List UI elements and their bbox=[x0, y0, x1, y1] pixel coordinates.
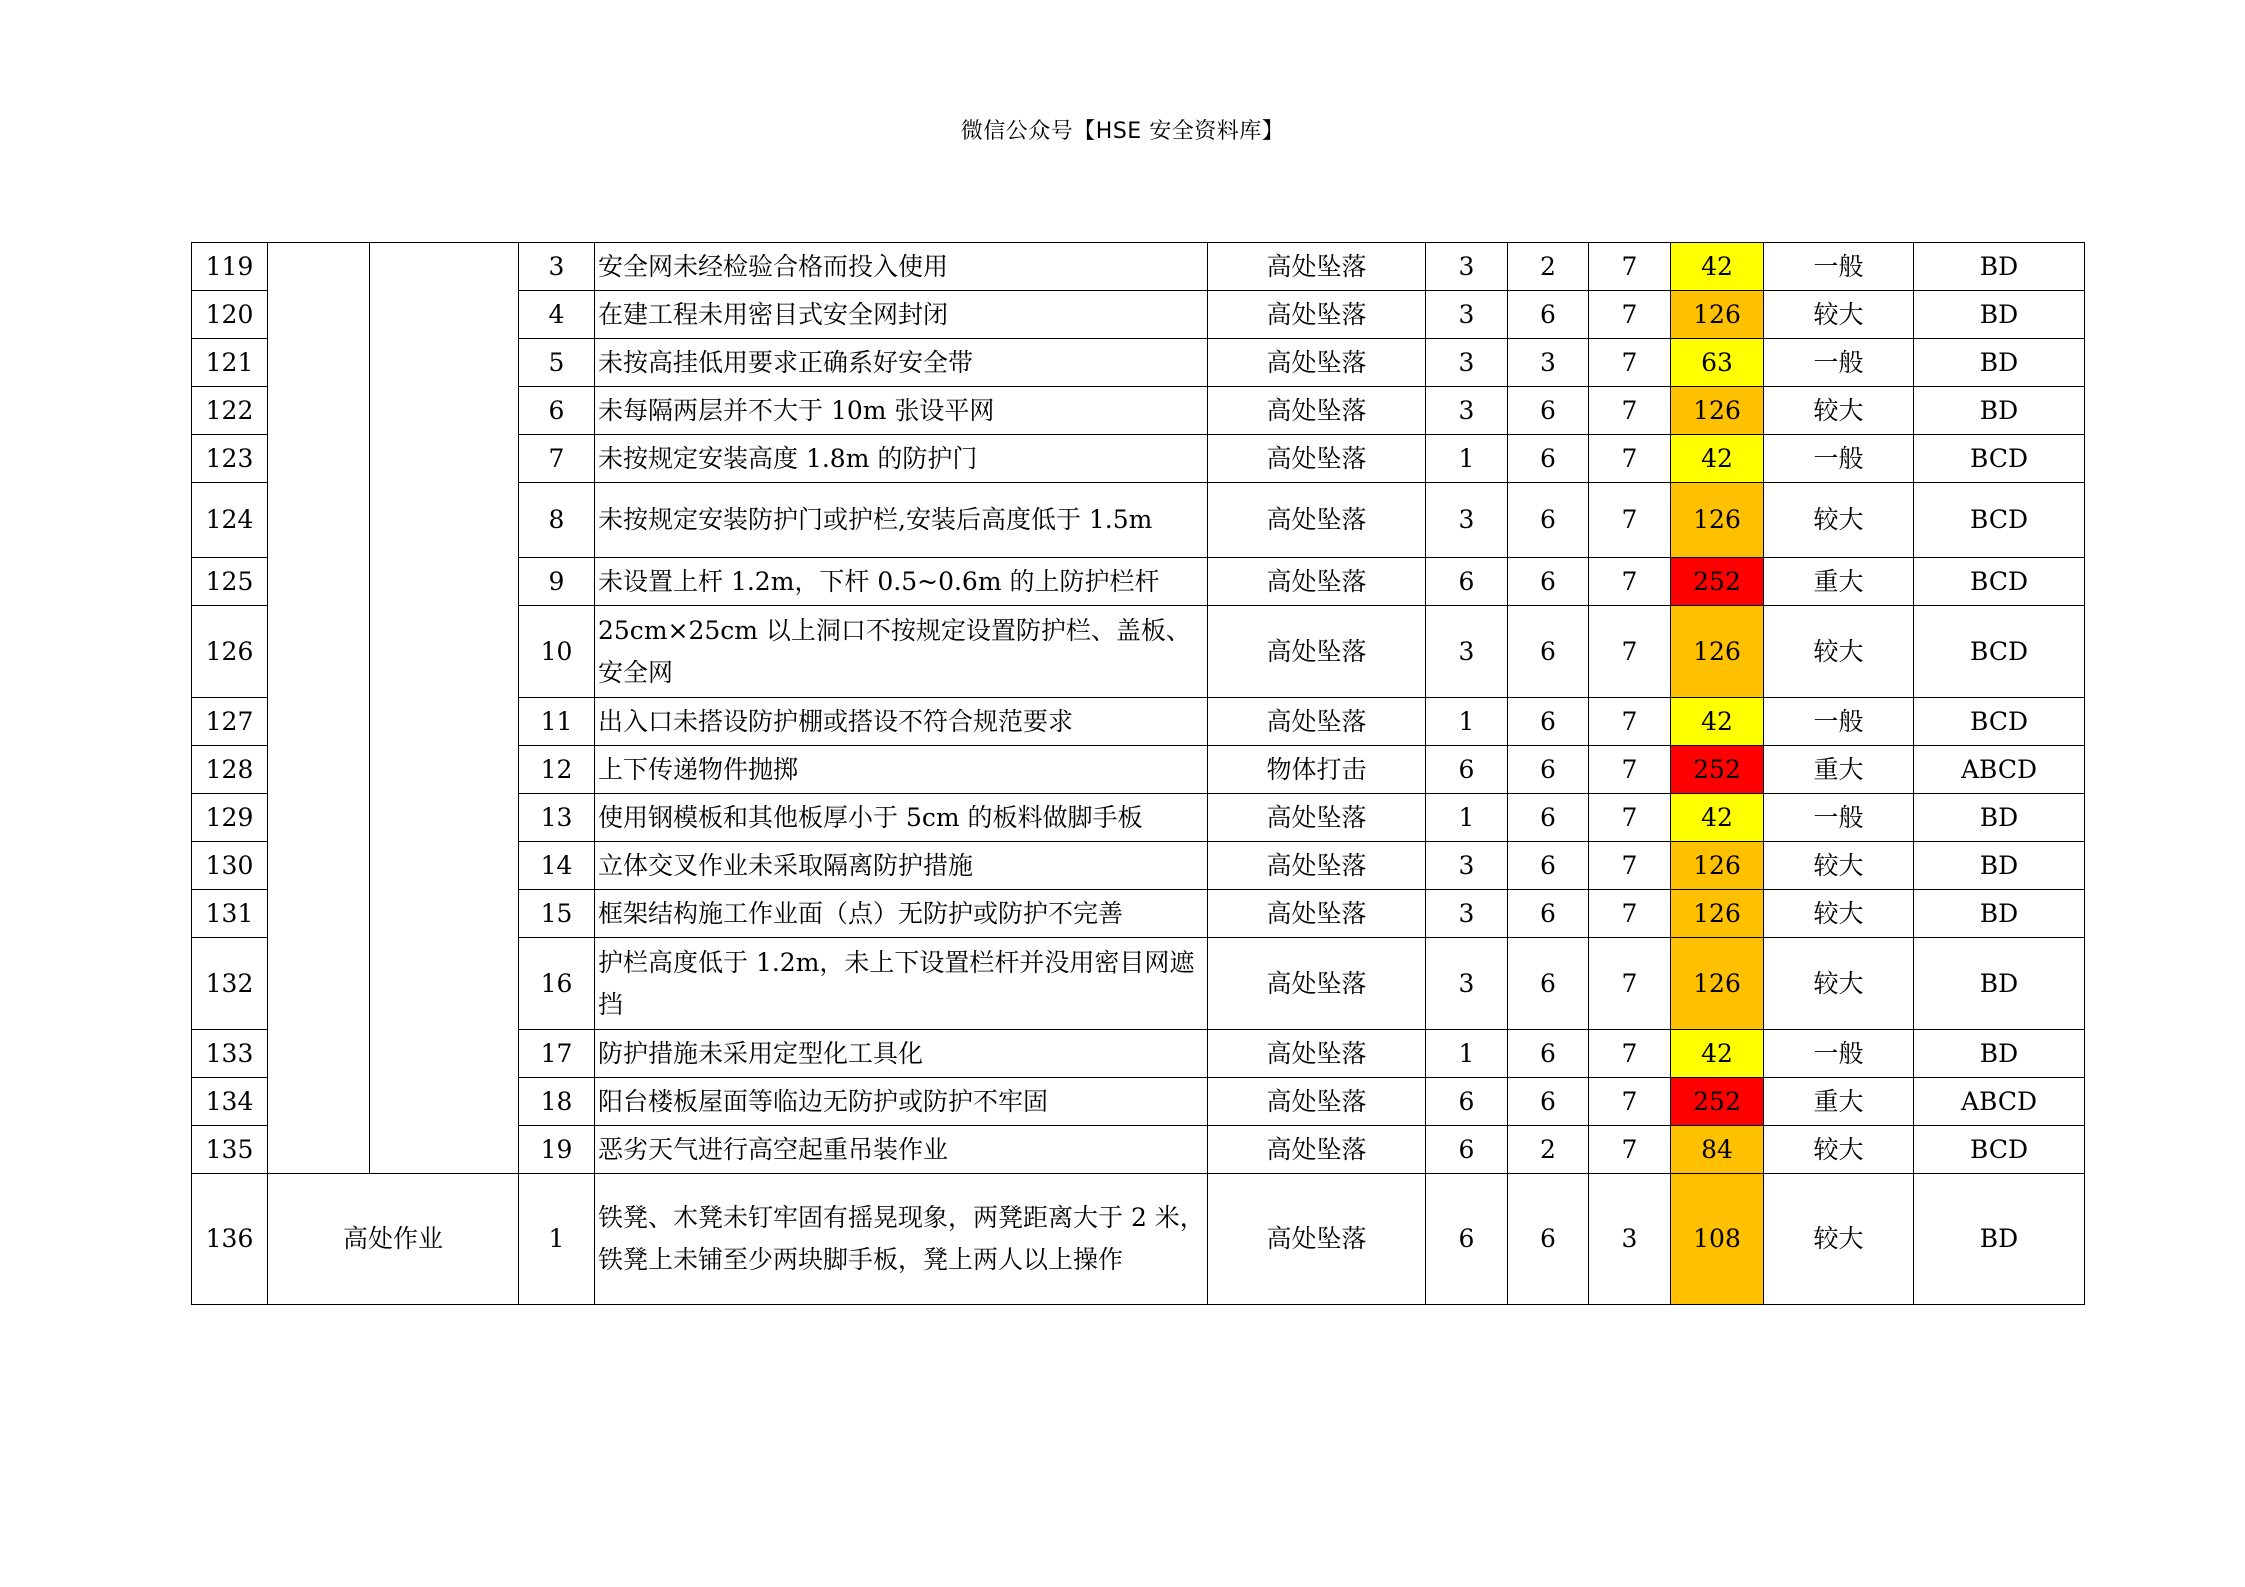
c-value-cell: 3 bbox=[1589, 1174, 1671, 1305]
risk-level-cell: 一般 bbox=[1764, 435, 1914, 483]
d-value-cell: 42 bbox=[1671, 794, 1764, 842]
e-value-cell: 6 bbox=[1508, 483, 1589, 558]
hazard-description-cell: 护栏高度低于 1.2m，未上下设置栏杆并没用密目网遮挡 bbox=[595, 938, 1208, 1030]
e-value-cell: 2 bbox=[1508, 1126, 1589, 1174]
e-value-cell: 6 bbox=[1508, 1174, 1589, 1305]
subcategory-cell bbox=[370, 243, 519, 1174]
hazard-description-cell: 立体交叉作业未采取隔离防护措施 bbox=[595, 842, 1208, 890]
item-seq-cell: 14 bbox=[519, 842, 595, 890]
control-measure-cell: BD bbox=[1914, 890, 2085, 938]
risk-level-cell: 重大 bbox=[1764, 1078, 1914, 1126]
risk-level-cell: 较大 bbox=[1764, 1174, 1914, 1305]
l-value-cell: 3 bbox=[1426, 339, 1508, 387]
item-seq-cell: 5 bbox=[519, 339, 595, 387]
e-value-cell: 6 bbox=[1508, 698, 1589, 746]
c-value-cell: 7 bbox=[1589, 387, 1671, 435]
control-measure-cell: BD bbox=[1914, 243, 2085, 291]
risk-level-cell: 一般 bbox=[1764, 1030, 1914, 1078]
hazard-description-cell: 未每隔两层并不大于 10m 张设平网 bbox=[595, 387, 1208, 435]
d-value-cell: 42 bbox=[1671, 1030, 1764, 1078]
control-measure-cell: BD bbox=[1914, 291, 2085, 339]
row-number-cell: 135 bbox=[192, 1126, 268, 1174]
l-value-cell: 6 bbox=[1426, 1078, 1508, 1126]
risk-level-cell: 重大 bbox=[1764, 558, 1914, 606]
risk-level-cell: 较大 bbox=[1764, 842, 1914, 890]
control-measure-cell: ABCD bbox=[1914, 746, 2085, 794]
risk-level-cell: 较大 bbox=[1764, 890, 1914, 938]
d-value-cell: 42 bbox=[1671, 243, 1764, 291]
table-row bbox=[192, 243, 2085, 291]
c-value-cell: 7 bbox=[1589, 558, 1671, 606]
item-seq-cell: 8 bbox=[519, 483, 595, 558]
risk-level-cell: 较大 bbox=[1764, 291, 1914, 339]
e-value-cell: 6 bbox=[1508, 387, 1589, 435]
accident-type-cell: 高处坠落 bbox=[1208, 1174, 1426, 1305]
e-value-cell: 6 bbox=[1508, 890, 1589, 938]
d-value-cell: 252 bbox=[1671, 558, 1764, 606]
d-value-cell: 63 bbox=[1671, 339, 1764, 387]
l-value-cell: 3 bbox=[1426, 938, 1508, 1030]
l-value-cell: 6 bbox=[1426, 558, 1508, 606]
control-measure-cell: BD bbox=[1914, 387, 2085, 435]
l-value-cell: 1 bbox=[1426, 794, 1508, 842]
e-value-cell: 6 bbox=[1508, 606, 1589, 698]
c-value-cell: 7 bbox=[1589, 842, 1671, 890]
risk-level-cell: 较大 bbox=[1764, 606, 1914, 698]
table-row bbox=[192, 1174, 2085, 1305]
e-value-cell: 6 bbox=[1508, 291, 1589, 339]
item-seq-cell: 6 bbox=[519, 387, 595, 435]
l-value-cell: 6 bbox=[1426, 746, 1508, 794]
accident-type-cell: 高处坠落 bbox=[1208, 842, 1426, 890]
item-seq-cell: 1 bbox=[519, 1174, 595, 1305]
c-value-cell: 7 bbox=[1589, 794, 1671, 842]
control-measure-cell: BD bbox=[1914, 938, 2085, 1030]
d-value-cell: 108 bbox=[1671, 1174, 1764, 1305]
risk-level-cell: 较大 bbox=[1764, 938, 1914, 1030]
hazard-description-cell: 上下传递物件抛掷 bbox=[595, 746, 1208, 794]
d-value-cell: 126 bbox=[1671, 842, 1764, 890]
c-value-cell: 7 bbox=[1589, 1030, 1671, 1078]
l-value-cell: 3 bbox=[1426, 842, 1508, 890]
row-number-cell: 124 bbox=[192, 483, 268, 558]
accident-type-cell: 高处坠落 bbox=[1208, 794, 1426, 842]
risk-level-cell: 一般 bbox=[1764, 698, 1914, 746]
l-value-cell: 6 bbox=[1426, 1126, 1508, 1174]
d-value-cell: 126 bbox=[1671, 606, 1764, 698]
l-value-cell: 1 bbox=[1426, 698, 1508, 746]
e-value-cell: 6 bbox=[1508, 1030, 1589, 1078]
l-value-cell: 3 bbox=[1426, 606, 1508, 698]
c-value-cell: 7 bbox=[1589, 890, 1671, 938]
accident-type-cell: 高处坠落 bbox=[1208, 890, 1426, 938]
risk-level-cell: 一般 bbox=[1764, 794, 1914, 842]
d-value-cell: 126 bbox=[1671, 387, 1764, 435]
accident-type-cell: 高处坠落 bbox=[1208, 698, 1426, 746]
c-value-cell: 7 bbox=[1589, 291, 1671, 339]
risk-level-cell: 较大 bbox=[1764, 483, 1914, 558]
accident-type-cell: 高处坠落 bbox=[1208, 1078, 1426, 1126]
row-number-cell: 128 bbox=[192, 746, 268, 794]
e-value-cell: 2 bbox=[1508, 243, 1589, 291]
e-value-cell: 6 bbox=[1508, 435, 1589, 483]
accident-type-cell: 高处坠落 bbox=[1208, 483, 1426, 558]
item-seq-cell: 16 bbox=[519, 938, 595, 1030]
e-value-cell: 6 bbox=[1508, 1078, 1589, 1126]
hazard-description-cell: 未按高挂低用要求正确系好安全带 bbox=[595, 339, 1208, 387]
e-value-cell: 6 bbox=[1508, 794, 1589, 842]
c-value-cell: 7 bbox=[1589, 1078, 1671, 1126]
l-value-cell: 1 bbox=[1426, 435, 1508, 483]
item-seq-cell: 4 bbox=[519, 291, 595, 339]
hazard-description-cell: 在建工程未用密目式安全网封闭 bbox=[595, 291, 1208, 339]
item-seq-cell: 17 bbox=[519, 1030, 595, 1078]
l-value-cell: 1 bbox=[1426, 1030, 1508, 1078]
c-value-cell: 7 bbox=[1589, 243, 1671, 291]
item-seq-cell: 7 bbox=[519, 435, 595, 483]
control-measure-cell: BD bbox=[1914, 1030, 2085, 1078]
accident-type-cell: 高处坠落 bbox=[1208, 243, 1426, 291]
item-seq-cell: 18 bbox=[519, 1078, 595, 1126]
d-value-cell: 126 bbox=[1671, 483, 1764, 558]
accident-type-cell: 高处坠落 bbox=[1208, 1126, 1426, 1174]
l-value-cell: 3 bbox=[1426, 890, 1508, 938]
e-value-cell: 6 bbox=[1508, 558, 1589, 606]
table-body bbox=[192, 243, 2085, 1305]
hazard-description-cell: 未按规定安装防护门或护栏,安装后高度低于 1.5m bbox=[595, 483, 1208, 558]
hazard-description-cell: 出入口未搭设防护棚或搭设不符合规范要求 bbox=[595, 698, 1208, 746]
accident-type-cell: 物体打击 bbox=[1208, 746, 1426, 794]
item-seq-cell: 11 bbox=[519, 698, 595, 746]
l-value-cell: 3 bbox=[1426, 483, 1508, 558]
c-value-cell: 7 bbox=[1589, 339, 1671, 387]
control-measure-cell: BCD bbox=[1914, 483, 2085, 558]
l-value-cell: 6 bbox=[1426, 1174, 1508, 1305]
e-value-cell: 6 bbox=[1508, 842, 1589, 890]
row-number-cell: 133 bbox=[192, 1030, 268, 1078]
row-number-cell: 132 bbox=[192, 938, 268, 1030]
category-cell bbox=[268, 243, 370, 1174]
accident-type-cell: 高处坠落 bbox=[1208, 291, 1426, 339]
item-seq-cell: 3 bbox=[519, 243, 595, 291]
control-measure-cell: ABCD bbox=[1914, 1078, 2085, 1126]
e-value-cell: 6 bbox=[1508, 938, 1589, 1030]
accident-type-cell: 高处坠落 bbox=[1208, 339, 1426, 387]
c-value-cell: 7 bbox=[1589, 606, 1671, 698]
control-measure-cell: BCD bbox=[1914, 435, 2085, 483]
row-number-cell: 125 bbox=[192, 558, 268, 606]
c-value-cell: 7 bbox=[1589, 1126, 1671, 1174]
hazard-description-cell: 铁凳、木凳未钉牢固有摇晃现象，两凳距离大于 2 米，铁凳上未铺至少两块脚手板，凳上两人以上操作 bbox=[595, 1174, 1208, 1305]
e-value-cell: 6 bbox=[1508, 746, 1589, 794]
hazard-description-cell: 使用钢模板和其他板厚小于 5cm 的板料做脚手板 bbox=[595, 794, 1208, 842]
d-value-cell: 84 bbox=[1671, 1126, 1764, 1174]
control-measure-cell: BCD bbox=[1914, 558, 2085, 606]
risk-assessment-table bbox=[191, 242, 2085, 1305]
c-value-cell: 7 bbox=[1589, 746, 1671, 794]
item-seq-cell: 9 bbox=[519, 558, 595, 606]
risk-level-cell: 一般 bbox=[1764, 243, 1914, 291]
row-number-cell: 134 bbox=[192, 1078, 268, 1126]
row-number-cell: 120 bbox=[192, 291, 268, 339]
row-number-cell: 131 bbox=[192, 890, 268, 938]
hazard-description-cell: 未按规定安装高度 1.8m 的防护门 bbox=[595, 435, 1208, 483]
accident-type-cell: 高处坠落 bbox=[1208, 435, 1426, 483]
c-value-cell: 7 bbox=[1589, 698, 1671, 746]
control-measure-cell: BD bbox=[1914, 1174, 2085, 1305]
control-measure-cell: BD bbox=[1914, 794, 2085, 842]
control-measure-cell: BD bbox=[1914, 842, 2085, 890]
risk-level-cell: 重大 bbox=[1764, 746, 1914, 794]
page-header: 微信公众号【HSE 安全资料库】 bbox=[960, 119, 1285, 144]
d-value-cell: 126 bbox=[1671, 938, 1764, 1030]
row-number-cell: 121 bbox=[192, 339, 268, 387]
e-value-cell: 3 bbox=[1508, 339, 1589, 387]
l-value-cell: 3 bbox=[1426, 243, 1508, 291]
d-value-cell: 42 bbox=[1671, 698, 1764, 746]
item-seq-cell: 10 bbox=[519, 606, 595, 698]
item-seq-cell: 13 bbox=[519, 794, 595, 842]
accident-type-cell: 高处坠落 bbox=[1208, 938, 1426, 1030]
accident-type-cell: 高处坠落 bbox=[1208, 606, 1426, 698]
risk-level-cell: 较大 bbox=[1764, 1126, 1914, 1174]
c-value-cell: 7 bbox=[1589, 483, 1671, 558]
item-seq-cell: 15 bbox=[519, 890, 595, 938]
accident-type-cell: 高处坠落 bbox=[1208, 387, 1426, 435]
d-value-cell: 252 bbox=[1671, 1078, 1764, 1126]
control-measure-cell: BCD bbox=[1914, 698, 2085, 746]
row-number-cell: 122 bbox=[192, 387, 268, 435]
category-cell: 高处作业 bbox=[268, 1174, 519, 1305]
control-measure-cell: BCD bbox=[1914, 1126, 2085, 1174]
row-number-cell: 126 bbox=[192, 606, 268, 698]
l-value-cell: 3 bbox=[1426, 291, 1508, 339]
row-number-cell: 123 bbox=[192, 435, 268, 483]
c-value-cell: 7 bbox=[1589, 938, 1671, 1030]
hazard-description-cell: 阳台楼板屋面等临边无防护或防护不牢固 bbox=[595, 1078, 1208, 1126]
d-value-cell: 252 bbox=[1671, 746, 1764, 794]
hazard-description-cell: 未设置上杆 1.2m，下杆 0.5~0.6m 的上防护栏杆 bbox=[595, 558, 1208, 606]
item-seq-cell: 12 bbox=[519, 746, 595, 794]
hazard-description-cell: 框架结构施工作业面（点）无防护或防护不完善 bbox=[595, 890, 1208, 938]
risk-level-cell: 一般 bbox=[1764, 339, 1914, 387]
l-value-cell: 3 bbox=[1426, 387, 1508, 435]
d-value-cell: 42 bbox=[1671, 435, 1764, 483]
control-measure-cell: BD bbox=[1914, 339, 2085, 387]
c-value-cell: 7 bbox=[1589, 435, 1671, 483]
hazard-description-cell: 25cm×25cm 以上洞口不按规定设置防护栏、盖板、安全网 bbox=[595, 606, 1208, 698]
risk-level-cell: 较大 bbox=[1764, 387, 1914, 435]
row-number-cell: 127 bbox=[192, 698, 268, 746]
row-number-cell: 130 bbox=[192, 842, 268, 890]
row-number-cell: 129 bbox=[192, 794, 268, 842]
d-value-cell: 126 bbox=[1671, 890, 1764, 938]
row-number-cell: 119 bbox=[192, 243, 268, 291]
item-seq-cell: 19 bbox=[519, 1126, 595, 1174]
row-number-cell: 136 bbox=[192, 1174, 268, 1305]
accident-type-cell: 高处坠落 bbox=[1208, 1030, 1426, 1078]
accident-type-cell: 高处坠落 bbox=[1208, 558, 1426, 606]
hazard-description-cell: 恶劣天气进行高空起重吊装作业 bbox=[595, 1126, 1208, 1174]
d-value-cell: 126 bbox=[1671, 291, 1764, 339]
control-measure-cell: BCD bbox=[1914, 606, 2085, 698]
hazard-description-cell: 防护措施未采用定型化工具化 bbox=[595, 1030, 1208, 1078]
hazard-description-cell: 安全网未经检验合格而投入使用 bbox=[595, 243, 1208, 291]
